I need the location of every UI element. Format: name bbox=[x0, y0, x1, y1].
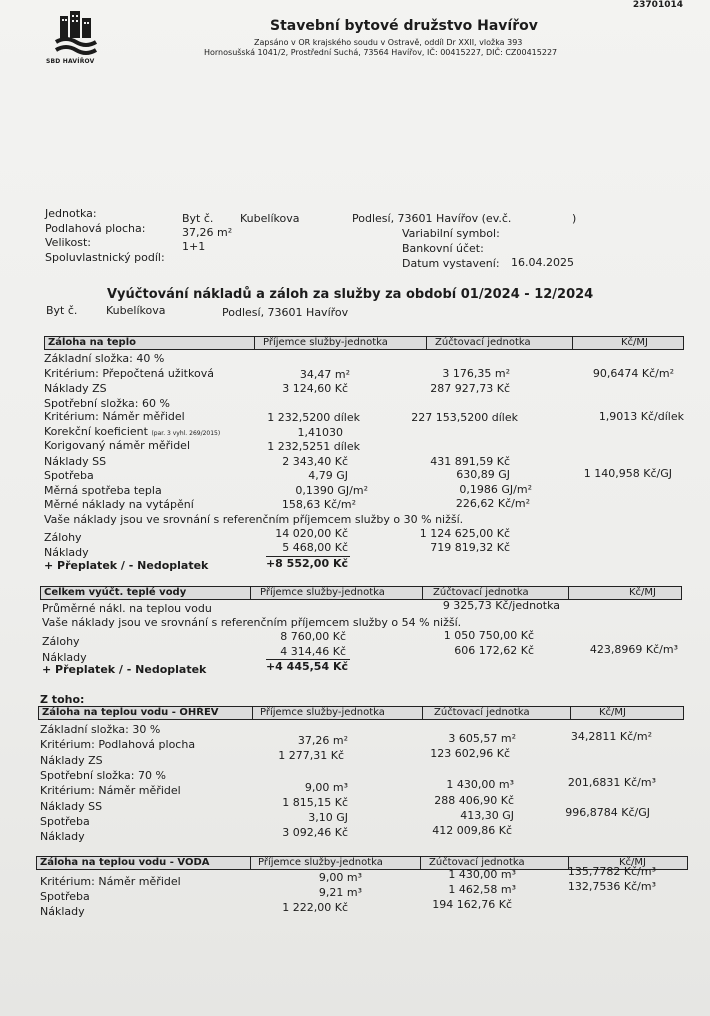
voda-col-zuctovaci: Zúčtovací jednotka bbox=[429, 857, 525, 868]
tuv-col-zuctovaci: Zúčtovací jednotka bbox=[433, 587, 529, 598]
teplo-spotreba-c: 1 140,958 Kč/GJ bbox=[583, 467, 672, 480]
velikost-label: Velikost: bbox=[45, 236, 92, 249]
teplo-naklady-a: 5 468,00 Kč bbox=[282, 541, 348, 554]
voda-spotreba-label: Spotřeba bbox=[40, 890, 90, 903]
teplo-merna-spotreba-a: 0,1390 GJ/m² bbox=[295, 484, 368, 497]
teplo-kriterium-b: 3 176,35 m² bbox=[442, 367, 510, 380]
z-toho-label: Z toho: bbox=[40, 693, 85, 706]
ohrev-col-zuctovaci: Zúčtovací jednotka bbox=[434, 707, 530, 718]
plocha-label: Podlahová plocha: bbox=[45, 222, 146, 235]
teplo-preplatek-a: +8 552,00 Kč bbox=[265, 557, 348, 570]
voda-naklady-label: Náklady bbox=[40, 905, 85, 918]
teplo-merna-spotreba-b: 0,1986 GJ/m² bbox=[459, 483, 532, 496]
ohrev-naklady-a: 3 092,46 Kč bbox=[282, 826, 348, 839]
teplo-header-label: Záloha na teplo bbox=[48, 337, 137, 348]
subtitle-street: Kubelíkova bbox=[106, 304, 166, 317]
ohrev-spotreba-label: Spotřeba bbox=[40, 815, 90, 828]
teplo-naklady-label: Náklady bbox=[44, 546, 89, 559]
teplo-kriterium-label: Kritérium: Přepočtená užitková bbox=[44, 367, 214, 380]
teplo-merne-naklady-b: 226,62 Kč/m² bbox=[455, 497, 530, 510]
teplo-korekcni-label: Korekční koeficient (par. 3 vyhl. 269/2015) bbox=[44, 425, 221, 438]
voda-kriterium-c: 135,7782 Kč/m³ bbox=[567, 865, 656, 878]
tuv-srovnani: Vaše náklady jsou ve srovnání s referenčním příjemcem služby o 54 % nižší. bbox=[42, 616, 462, 629]
building-logo-icon bbox=[52, 8, 104, 58]
ohrev-spotreba-b: 413,30 GJ bbox=[460, 809, 514, 822]
tuv-preplatek-a: +4 445,54 Kč bbox=[265, 660, 348, 673]
voda-kriterium-b: 1 430,00 m³ bbox=[448, 868, 516, 881]
teplo-merdila-b: 227 153,5200 dílek bbox=[411, 411, 518, 424]
teplo-kriterium-a: 34,47 m² bbox=[299, 368, 350, 381]
jednotka-label: Jednotka: bbox=[45, 207, 97, 220]
ohrev-naklady-ss-b: 288 406,90 Kč bbox=[434, 794, 514, 807]
org-name: Stavební bytové družstvo Havířov bbox=[270, 18, 538, 34]
unit-address-close: ) bbox=[572, 212, 577, 225]
subtitle-byt: Byt č. bbox=[46, 304, 78, 317]
logo-text: SBD HAVÍŘOV bbox=[46, 58, 95, 65]
teplo-naklady-zs-b: 287 927,73 Kč bbox=[430, 382, 510, 395]
teplo-zakladni: Základní složka: 40 % bbox=[44, 352, 165, 365]
teplo-merdila-c: 1,9013 Kč/dílek bbox=[598, 410, 684, 423]
ohrev-header-label: Záloha na teplou vodu - OHŘEV bbox=[42, 707, 219, 718]
ohrev-kriterium-b: 3 605,57 m² bbox=[448, 732, 516, 745]
teplo-header bbox=[44, 336, 684, 350]
ohrev-kriterium-label: Kritérium: Podlahová plocha bbox=[40, 738, 196, 751]
tuv-naklady-a: 4 314,46 Kč bbox=[280, 645, 346, 658]
teplo-spotreba-a: 4,79 GJ bbox=[308, 469, 348, 482]
voda-spotreba-b: 1 462,58 m³ bbox=[448, 883, 516, 896]
voda-col-kcmj: Kč/MJ bbox=[619, 857, 647, 868]
tuv-preplatek-label: + Přeplatek / - Nedoplatek bbox=[42, 663, 207, 676]
datum-label: Datum vystavení: bbox=[402, 257, 500, 270]
voda-spotreba-c: 132,7536 Kč/m³ bbox=[567, 880, 656, 893]
teplo-naklady-zs-a: 3 124,60 Kč bbox=[282, 382, 348, 395]
tuv-header bbox=[40, 586, 682, 600]
unit-address: Podlesí, 73601 Havířov (ev.č. bbox=[352, 212, 512, 225]
ohrev-naklady-zs-b: 123 602,96 Kč bbox=[430, 747, 510, 760]
ucet-label: Bankovní účet: bbox=[402, 242, 484, 255]
ohrev-merdila-b: 1 430,00 m³ bbox=[446, 778, 514, 791]
voda-header-label: Záloha na teplou vodu - VODA bbox=[40, 857, 210, 868]
tuv-zalohy-b: 1 050 750,00 Kč bbox=[443, 629, 534, 642]
unit-street: Kubelíkova bbox=[240, 212, 300, 225]
teplo-srovnani: Vaše náklady jsou ve srovnání s referenčním příjemcem služby o 30 % nižší. bbox=[44, 513, 464, 526]
datum-value: 16.04.2025 bbox=[511, 256, 574, 269]
teplo-korigovany-a: 1 232,5251 dílek bbox=[267, 440, 360, 453]
ohrev-col-kcmj: Kč/MJ bbox=[599, 707, 627, 718]
teplo-korekcni-note: (par. 3 vyhl. 269/2015) bbox=[151, 430, 221, 437]
teplo-merna-spotreba-label: Měrná spotřeba tepla bbox=[44, 484, 162, 497]
col-prijemce: Příjemce služby-jednotka bbox=[263, 337, 388, 348]
tuv-col-kcmj: Kč/MJ bbox=[629, 587, 657, 598]
ohrev-naklady-label: Náklady bbox=[40, 830, 85, 843]
teplo-zalohy-label: Zálohy bbox=[44, 531, 82, 544]
teplo-merne-naklady-a: 158,63 Kč/m² bbox=[281, 498, 356, 511]
voda-kriterium-label: Kritérium: Náměr měřidel bbox=[40, 875, 181, 888]
document-number: 23701014 bbox=[632, 0, 683, 10]
vs-label: Variabilní symbol: bbox=[402, 227, 500, 240]
ohrev-naklady-ss-a: 1 815,15 Kč bbox=[282, 796, 348, 809]
sbd-logo bbox=[46, 8, 104, 68]
ohrev-merdila-label: Kritérium: Náměr měřidel bbox=[40, 784, 181, 797]
voda-naklady-b: 194 162,76 Kč bbox=[432, 898, 512, 911]
teplo-merdila-a: 1 232,5200 dílek bbox=[267, 411, 360, 424]
teplo-spotreba-label: Spotřeba bbox=[44, 469, 94, 482]
ohrev-naklady-zs-label: Náklady ZS bbox=[40, 754, 103, 767]
tuv-prumerne-label: Průměrné nákl. na teplou vodu bbox=[42, 602, 212, 615]
ohrev-spotrebni: Spotřební složka: 70 % bbox=[40, 769, 166, 782]
teplo-naklady-ss-a: 2 343,40 Kč bbox=[282, 455, 348, 468]
teplo-spotrebni: Spotřební složka: 60 % bbox=[44, 397, 170, 410]
ohrev-zakladni: Základní složka: 30 % bbox=[40, 723, 161, 736]
statement-title: Vyúčtování nákladů a záloh za služby za období 01/2024 - 12/2024 bbox=[107, 287, 594, 302]
ohrev-naklady-zs-a: 1 277,31 Kč bbox=[278, 749, 344, 762]
ohrev-kriterium-c: 34,2811 Kč/m² bbox=[570, 730, 652, 743]
ohrev-kriterium-a: 37,26 m² bbox=[297, 734, 348, 747]
plocha-value: 37,26 m² bbox=[182, 226, 233, 239]
teplo-korigovany-label: Korigovaný náměr měřidel bbox=[44, 439, 190, 452]
teplo-merne-naklady-label: Měrné náklady na vytápění bbox=[44, 498, 194, 511]
teplo-preplatek-label: + Přeplatek / - Nedoplatek bbox=[44, 559, 209, 572]
ohrev-naklady-b: 412 009,86 Kč bbox=[432, 824, 512, 837]
tuv-col-prijemce: Příjemce služby-jednotka bbox=[260, 587, 385, 598]
teplo-korekcni-a: 1,41030 bbox=[297, 426, 343, 439]
ohrev-spotreba-a: 3,10 GJ bbox=[308, 811, 348, 824]
teplo-zalohy-a: 14 020,00 Kč bbox=[275, 527, 348, 540]
teplo-zalohy-b: 1 124 625,00 Kč bbox=[419, 527, 510, 540]
tuv-naklady-c: 423,8969 Kč/m³ bbox=[589, 643, 678, 656]
teplo-naklady-b: 719 819,32 Kč bbox=[430, 541, 510, 554]
jednotka-value: Byt č. bbox=[182, 212, 214, 225]
podil-label: Spoluvlastnický podíl: bbox=[45, 251, 165, 264]
teplo-naklady-zs-label: Náklady ZS bbox=[44, 382, 107, 395]
teplo-naklady-ss-label: Náklady SS bbox=[44, 455, 107, 468]
ohrev-merdila-c: 201,6831 Kč/m³ bbox=[567, 776, 656, 789]
teplo-spotreba-b: 630,89 GJ bbox=[456, 468, 510, 481]
ohrev-spotreba-c: 996,8784 Kč/GJ bbox=[565, 806, 650, 819]
voda-spotreba-a: 9,21 m³ bbox=[318, 886, 362, 899]
velikost-value: 1+1 bbox=[182, 240, 206, 253]
col-kcmj: Kč/MJ bbox=[621, 337, 649, 348]
ohrev-merdila-a: 9,00 m³ bbox=[304, 781, 348, 794]
tuv-naklady-b: 606 172,62 Kč bbox=[454, 644, 534, 657]
subtitle-address: Podlesí, 73601 Havířov bbox=[222, 306, 349, 319]
voda-col-prijemce: Příjemce služby-jednotka bbox=[258, 857, 383, 868]
tuv-prumerne-b: 9 325,73 Kč/jednotka bbox=[442, 599, 560, 612]
ohrev-col-prijemce: Příjemce služby-jednotka bbox=[260, 707, 385, 718]
voda-naklady-a: 1 222,00 Kč bbox=[282, 901, 348, 914]
ohrev-header bbox=[38, 706, 684, 720]
ohrev-naklady-ss-label: Náklady SS bbox=[40, 800, 103, 813]
tuv-zalohy-a: 8 760,00 Kč bbox=[280, 630, 346, 643]
tuv-header-label: Celkem vyúčt. teplé vody bbox=[44, 587, 187, 598]
teplo-kriterium-c: 90,6474 Kč/m² bbox=[592, 367, 674, 380]
col-zuctovaci: Zúčtovací jednotka bbox=[435, 337, 531, 348]
teplo-merdila-label: Kritérium: Náměr měřidel bbox=[44, 410, 185, 423]
org-address: Hornosušská 1041/2, Prostřední Suchá, 73564 Havířov, IČ: 00415227, DIČ: CZ00415227 bbox=[204, 48, 558, 57]
voda-kriterium-a: 9,00 m³ bbox=[318, 871, 362, 884]
tuv-zalohy-label: Zálohy bbox=[42, 635, 80, 648]
tuv-naklady-label: Náklady bbox=[42, 651, 87, 664]
teplo-naklady-ss-b: 431 891,59 Kč bbox=[430, 455, 510, 468]
org-registry: Zapsáno v OR krajského soudu v Ostravě, oddíl Dr XXII, vložka 393 bbox=[254, 38, 523, 47]
